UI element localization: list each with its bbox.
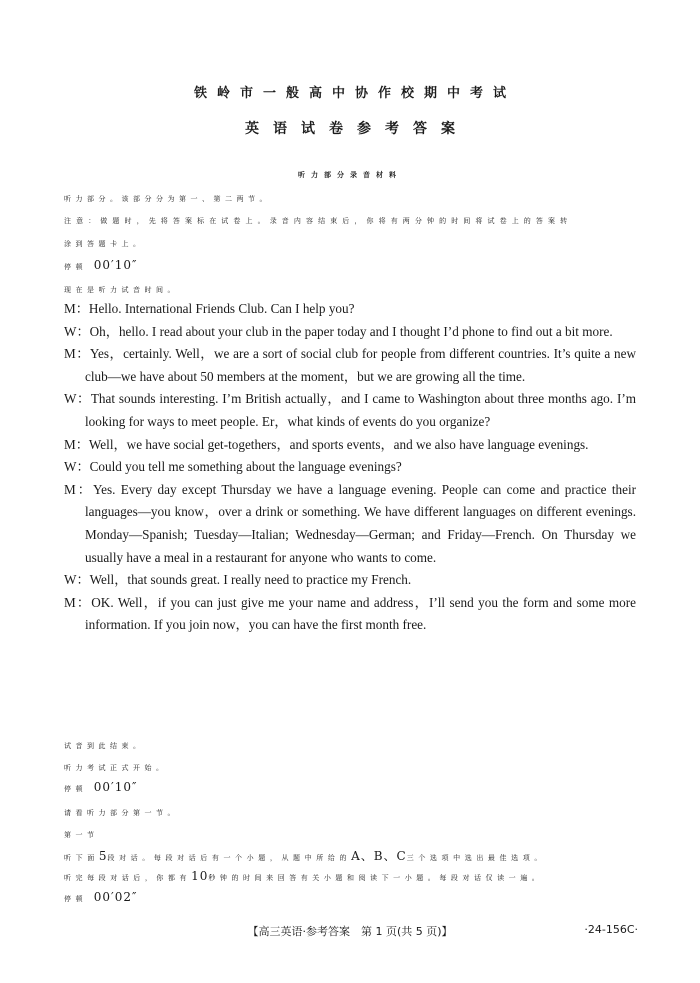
- instruction-line-2: 听完每段对话后，你都有10秒钟的时间来回答有关小题和阅读下一小题。每段对话仅读一遍。: [64, 869, 544, 883]
- test-note: 现在是听力试音时间。: [64, 286, 179, 294]
- dialogue: [64, 298, 636, 637]
- page-footer: [0, 923, 700, 939]
- pause-line: [64, 780, 137, 794]
- dialogue-line: W：Oh，hello. I read about your club in the paper today and I thought I’d phone to find out a bit more.: [64, 323, 613, 339]
- start-note: 听力考试正式开始。: [64, 764, 168, 772]
- dialogue-line: M：OK. Well，if you can just give me your name and address，I’ll send you the form and some more information. If you join now，you can have the first month free.: [64, 594, 636, 633]
- section1-label: 第一节: [64, 831, 99, 839]
- dialogue-line: W：Well，that sounds great. I really need to practice my French.: [64, 572, 412, 588]
- pause-line: [64, 258, 137, 272]
- pause-label: 停顿: [64, 263, 87, 271]
- attention-note: 注意：做题时，先将答案标在试卷上。录音内容结束后，你将有两分钟的时间将试卷上的答案转: [64, 217, 573, 225]
- pause-label: 停顿: [64, 785, 87, 793]
- pause-time: 00′02″: [93, 890, 138, 904]
- section-title: 听力部分录音材料: [298, 171, 402, 179]
- dialogue-line: M：Well，we have social get-togethers，and sports events，and we also have language evenings.: [64, 436, 589, 452]
- part1-note: 请看听力部分第一节。: [64, 809, 179, 817]
- footer-code: ·24-156C·: [584, 923, 638, 936]
- exam-subtitle: 英语试卷参考答案: [245, 121, 469, 137]
- pause-line: [64, 890, 137, 904]
- instruction-line-1: 听下面5段对话。每段对话后有一个小题，从题中所给的A、B、C三个选项中选出最佳选项。: [64, 849, 546, 863]
- dialogue-line: W：Could you tell me something about the language evenings?: [64, 459, 402, 475]
- dialogue-line: W：That sounds interesting. I’m British actually，and I came to Washington about three months ago. I’m looking for ways to meet people. Er，what kinds of events do you organize?: [64, 391, 637, 429]
- listening-intro-note: 听力部分。该部分分为第一、第二两节。: [64, 195, 271, 203]
- dialogue-line: M：Hello. International Friends Club. Can I help you?: [64, 301, 355, 316]
- pause-label: 停顿: [64, 895, 87, 903]
- attention-note-cont: 涂到答题卡上。: [64, 240, 145, 248]
- pause-time: 00′10″: [93, 258, 138, 272]
- dialogue-line: M：Yes，certainly. Well，we are a sort of social club for people from different countries. It’s quite a new club—we have about 50 members at the moment，but we are growing all the time.: [64, 346, 636, 384]
- pause-time: 00′10″: [93, 780, 138, 794]
- exam-title: 铁岭市一般高中协作校期中考试: [193, 86, 516, 101]
- end-note: 试音到此结束。: [64, 742, 145, 750]
- footer-page-info: 【高三英语·参考答案 第 1 页(共 5 页)】: [247, 925, 453, 938]
- dialogue-line: M：Yes. Every day except Thursday we have a language evening. People can come and practice their languages—you know，over a drink or something. We have different languages on different evenings. Monday—Spanish; Tuesday—Italian; Wednesday—German; and Friday—French. On Thursday we usually have a meal in a restaurant for anyone who wants to come.: [64, 481, 636, 565]
